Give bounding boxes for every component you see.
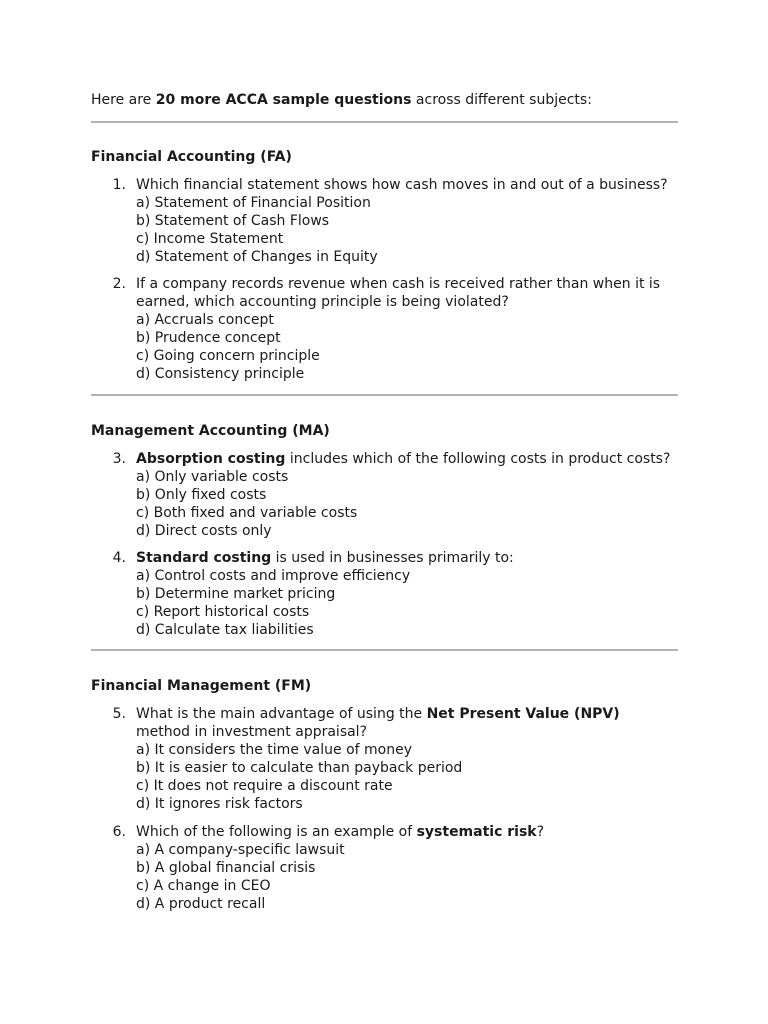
answer-option: a) It considers the time value of money: [136, 742, 412, 758]
question-item: [91, 823, 678, 913]
answer-option: a) A company-specific lawsuit: [136, 842, 345, 858]
answer-option: d) It ignores risk factors: [136, 796, 303, 812]
answer-option: c) Report historical costs: [136, 604, 310, 620]
intro-text: [91, 90, 678, 110]
answer-option: d) A product recall: [136, 896, 266, 912]
question-item: [91, 275, 678, 383]
question-text-part: method in investment appraisal?: [136, 724, 368, 740]
question-number: 5.: [112, 706, 126, 722]
question-number: 6.: [112, 824, 126, 840]
question-number: 2.: [112, 276, 126, 292]
answer-option: a) Statement of Financial Position: [136, 195, 371, 211]
divider: [91, 394, 678, 396]
answer-option: b) Only fixed costs: [136, 487, 267, 503]
divider: [91, 649, 678, 651]
question-number: 1.: [112, 177, 126, 193]
question-number: 3.: [112, 451, 126, 467]
answer-option: d) Calculate tax liabilities: [136, 622, 314, 638]
question-text: [136, 275, 678, 311]
answer-option: a) Control costs and improve efficiency: [136, 568, 411, 584]
question-item: [91, 549, 678, 639]
question-text-bold: Standard costing: [136, 550, 272, 566]
question-text: [136, 450, 678, 468]
answer-option: b) A global financial crisis: [136, 860, 316, 876]
question-text: [136, 823, 678, 841]
answer-option: a) Only variable costs: [136, 469, 289, 485]
intro-suffix: across different subjects:: [411, 92, 592, 108]
section-title: Financial Accounting (FA): [91, 149, 292, 165]
answer-option: d) Direct costs only: [136, 523, 272, 539]
question-text-part: Which of the following is an example of: [136, 824, 417, 840]
question-text: [136, 705, 678, 741]
question-text-part: Which financial statement shows how cash moves in and out of a business?: [136, 177, 668, 193]
section-title: Management Accounting (MA): [91, 423, 330, 439]
question-text: [136, 549, 678, 567]
answer-option: d) Consistency principle: [136, 366, 305, 382]
intro-prefix: Here are: [91, 92, 156, 108]
answer-option: c) Both fixed and variable costs: [136, 505, 358, 521]
answer-option: b) Determine market pricing: [136, 586, 336, 602]
answer-option: b) Statement of Cash Flows: [136, 213, 330, 229]
question-text-part: ?: [536, 824, 545, 840]
question-item: [91, 450, 678, 540]
question-text-part: If a company records revenue when cash is received rather than when it is earned, which accounting principle is being violated?: [136, 276, 661, 310]
question-item: [91, 176, 678, 266]
question-text-bold: Net Present Value (NPV): [426, 706, 620, 722]
document: [91, 90, 678, 123]
answer-option: c) Going concern principle: [136, 348, 320, 364]
answer-option: c) A change in CEO: [136, 878, 271, 894]
question-text: [136, 176, 678, 194]
question-text-part: includes which of the following costs in product costs?: [285, 451, 671, 467]
answer-option: c) It does not require a discount rate: [136, 778, 393, 794]
question-item: [91, 705, 678, 813]
answer-option: a) Accruals concept: [136, 312, 274, 328]
answer-option: b) It is easier to calculate than payback period: [136, 760, 463, 776]
section-title: Financial Management (FM): [91, 678, 312, 694]
question-text-bold: Absorption costing: [136, 451, 286, 467]
question-text-part: is used in businesses primarily to:: [271, 550, 514, 566]
answer-option: d) Statement of Changes in Equity: [136, 249, 378, 265]
divider: [91, 121, 678, 123]
question-number: 4.: [112, 550, 126, 566]
question-text-bold: systematic risk: [416, 824, 537, 840]
question-text-part: What is the main advantage of using the: [136, 706, 427, 722]
answer-option: b) Prudence concept: [136, 330, 281, 346]
intro-bold: 20 more ACCA sample questions: [155, 92, 412, 108]
answer-option: c) Income Statement: [136, 231, 284, 247]
